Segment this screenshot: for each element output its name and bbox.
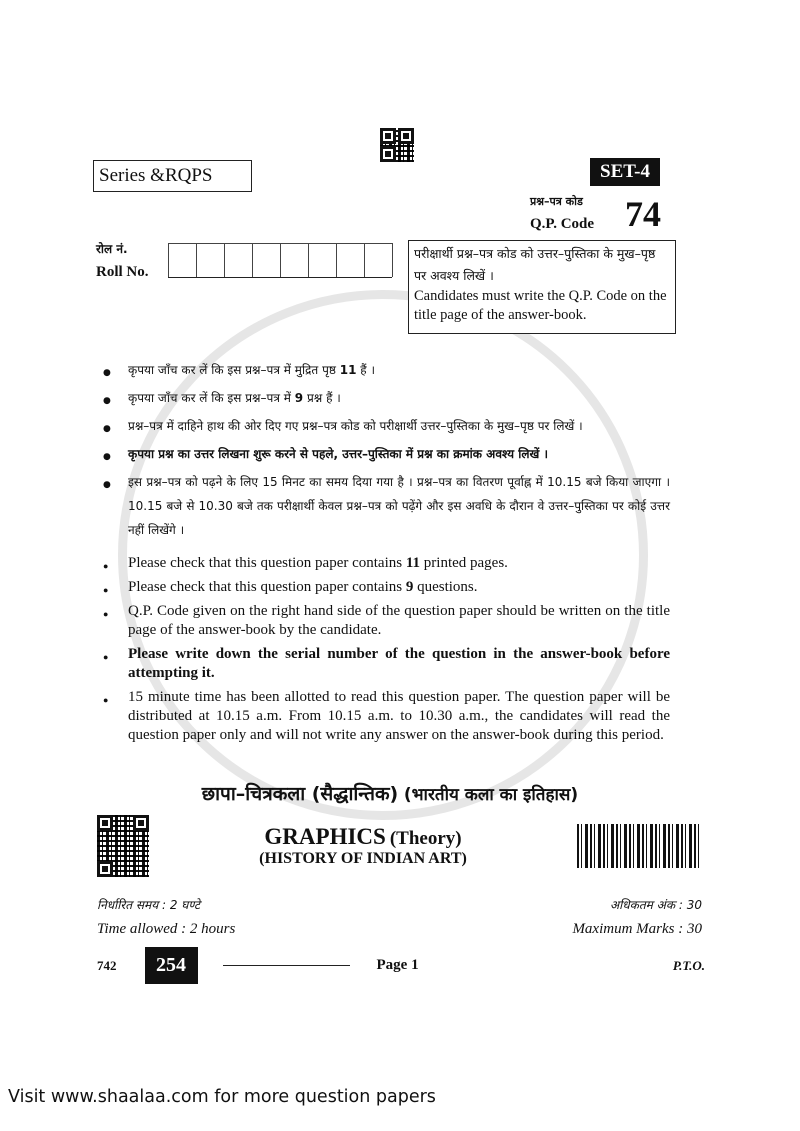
instruction-en [100, 602, 670, 640]
instruction-en [100, 688, 670, 745]
text: questions. [413, 579, 478, 595]
subject-row [97, 815, 700, 877]
roll-box[interactable] [336, 243, 365, 277]
subtitle-hi: (भारतीय कला का इतिहास) [403, 785, 579, 805]
subtitle-en: (HISTORY OF INDIAN ART) [259, 850, 467, 867]
text-bold: 9 [294, 391, 304, 405]
roll-box[interactable] [252, 243, 281, 277]
page-body [0, 358, 800, 1131]
text: Please check that this question paper contains [128, 555, 406, 571]
text: Please check that this question paper contains [128, 579, 406, 595]
qr-code-top [380, 128, 414, 162]
text-bold: Please write down the serial number of the question in the answer-book before attempting it. [128, 646, 670, 681]
instruction-box-hi: परीक्षार्थी प्रश्न–पत्र कोड को उत्तर–पुस्तिका के मुख–पृष्ठ पर अवश्य लिखें । [414, 246, 656, 283]
subject-title-hi [0, 780, 780, 809]
page-number: Page 1 [376, 957, 419, 973]
text: 15 minute time has been allotted to read this question paper. The question paper will be distributed at 10.15 a.m. From 10.15 a.m. to 10.30 a.m., the candidates will read the question paper only and will not write any answer on the answer-book during this period. [128, 689, 670, 743]
title-en-suffix: (Theory) [389, 828, 462, 849]
instruction-box-en: Candidates must write the Q.P. Code on the title page of the answer-book. [414, 288, 667, 323]
instruction-hi [100, 470, 670, 542]
pto: P.T.O. [672, 957, 705, 973]
text-bold: 11 [339, 363, 357, 377]
general-instructions [100, 358, 670, 750]
marks-block [572, 893, 702, 941]
text-bold: कृपया प्रश्न का उत्तर लिखना शुरू करने से पहले, उत्तर–पुस्तिका में प्रश्न का क्रमांक अवश्य लिखें । [128, 447, 549, 461]
text: इस प्रश्न–पत्र को पढ़ने के लिए 15 मिनट का समय दिया गया है । प्रश्न–पत्र का वितरण पूर्वाह्न में 10.15 बजे किया जाएगा । 10.15 बजे से 10.30 बजे तक परीक्षार्थी केवल प्रश्न–पत्र को पढ़ेंगे और इस अवधि के दौरान वे उत्तर–पुस्तिका पर कोई उत्तर नहीं लिखेंगे । [128, 475, 670, 537]
roll-label-en: Roll No. [96, 264, 149, 280]
text: Q.P. Code given on the right hand side of the question paper should be written on the title page of the answer-book by the candidate. [128, 603, 670, 638]
time-block [97, 893, 235, 941]
text: प्रश्न हैं । [303, 391, 341, 405]
text: कृपया जाँच कर लें कि इस प्रश्न–पत्र में [128, 391, 295, 405]
qp-code-value: 74 [625, 194, 661, 234]
roll-box[interactable] [224, 243, 253, 277]
roll-label-hi: रोल नं. [96, 242, 128, 256]
title-hi: छापा–चित्रकला (सैद्धान्तिक) [201, 783, 399, 805]
title-en: GRAPHICS [264, 824, 386, 849]
roll-box[interactable] [364, 243, 393, 277]
code-box: 254 [145, 947, 198, 984]
time-hi: निर्धारित समय : 2 घण्टे [97, 898, 201, 912]
set-badge: SET-4 [590, 158, 660, 186]
instruction-hi [100, 386, 670, 410]
barcode [577, 824, 700, 868]
instruction-hi [100, 414, 670, 438]
roll-box[interactable] [168, 243, 197, 277]
instruction-hi [100, 442, 670, 466]
subject-title-en [149, 824, 577, 868]
instruction-en [100, 554, 670, 573]
time-en: Time allowed : 2 hours [97, 921, 236, 937]
meta-row [97, 893, 702, 941]
roll-box[interactable] [196, 243, 225, 277]
qp-code-instruction-box [408, 240, 676, 334]
footer-rule [223, 965, 350, 967]
footer-row [97, 947, 705, 984]
visit-link-text[interactable]: Visit www.shaalaa.com for more question papers [8, 1087, 436, 1107]
text: प्रश्न–पत्र में दाहिने हाथ की ओर दिए गए प्रश्न–पत्र कोड को परीक्षार्थी उत्तर–पुस्तिका के मुख–पृष्ठ पर लिखें । [128, 419, 583, 433]
text: हैं । [356, 363, 376, 377]
text: कृपया जाँच कर लें कि इस प्रश्न–पत्र में मुद्रित पृष्ठ [128, 363, 340, 377]
text-bold: 9 [405, 579, 414, 595]
series-box: Series &RQPS [93, 160, 252, 192]
marks-en: Maximum Marks : 30 [572, 921, 702, 937]
marks-hi: अधिकतम अंक : 30 [609, 898, 702, 912]
text-bold: 11 [405, 555, 421, 571]
qr-code-bottom [97, 815, 149, 877]
instruction-en [100, 645, 670, 683]
code-left: 742 [97, 957, 117, 973]
qp-code-label-hi: प्रश्न–पत्र कोड [530, 195, 583, 208]
text: printed pages. [420, 555, 508, 571]
roll-box[interactable] [308, 243, 337, 277]
instruction-hi [100, 358, 670, 382]
instruction-en [100, 578, 670, 597]
qp-code-label-en: Q.P. Code [530, 216, 595, 232]
roll-box[interactable] [280, 243, 309, 277]
roll-number-boxes[interactable] [168, 243, 392, 278]
